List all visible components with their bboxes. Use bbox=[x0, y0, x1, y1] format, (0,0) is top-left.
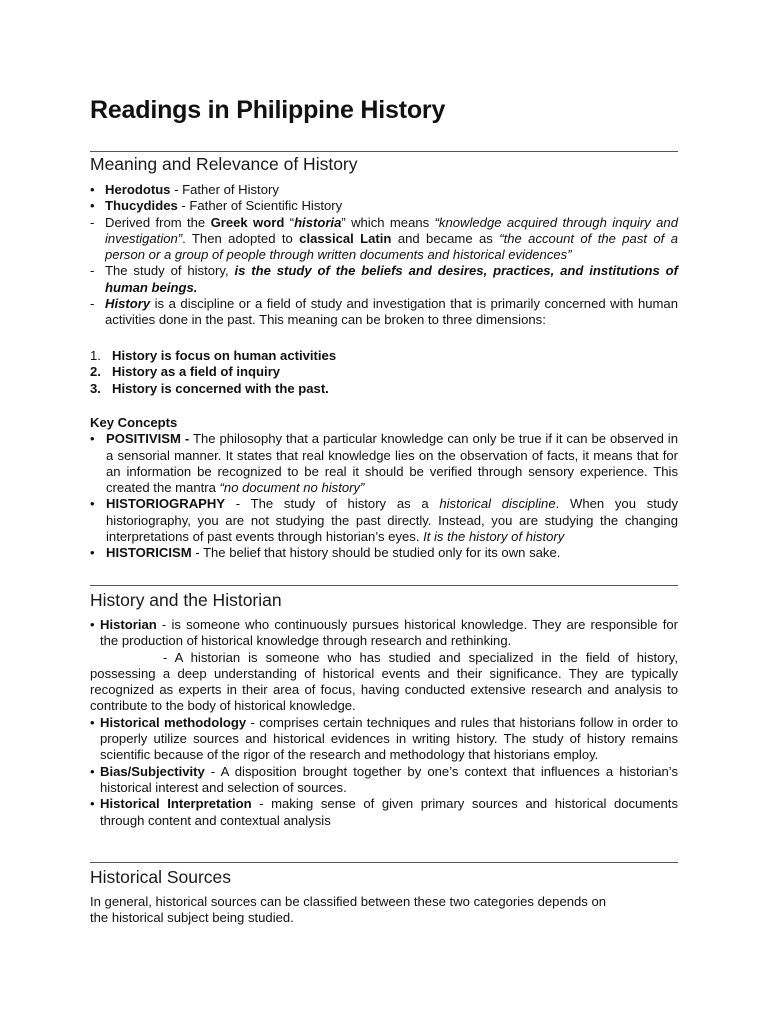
bullet-text: - Father of Scientific History bbox=[177, 198, 343, 214]
text-run: ” which means bbox=[341, 214, 435, 230]
item-interpretation bbox=[90, 796, 678, 829]
dimension-text: History as a field of inquiry bbox=[112, 364, 281, 380]
term-historian: Historian bbox=[100, 617, 157, 632]
text-run: . Then adopted to bbox=[182, 230, 300, 246]
emphasis-historia: historia bbox=[294, 214, 342, 230]
bullet-marker: • bbox=[90, 545, 95, 561]
text-run: The study of history, bbox=[105, 263, 235, 279]
historian-paragraph: - A historian is someone who has studied and specialized in the field of history, possessing a deep understanding of historical events and their significance. They are typically recognized as experts in their area of focus, having conducted extensive research and analysis to contribute to the body of historical knowledge. bbox=[90, 649, 678, 714]
dash-marker: - bbox=[90, 214, 95, 230]
item-methodology bbox=[90, 715, 678, 764]
dimension-item bbox=[90, 381, 678, 397]
dash-item-discipline bbox=[90, 296, 678, 329]
text-run: - making sense of given primary sources and historical documents through content and contextual analysis bbox=[100, 796, 678, 828]
term-historicism: HISTORICISM bbox=[106, 545, 192, 561]
item-bias bbox=[90, 764, 678, 797]
quote-account-of-past: “the account of the past of a person or a group of people through written documents and historical evidences” bbox=[105, 230, 678, 263]
numbered-dimensions bbox=[90, 348, 678, 397]
text-run: The philosophy that a particular knowledge can only be true if it can be observed in a sensorial manner. It states that real knowledge lies on the observation of facts, it means that for an information be recognized to be real it should be verified through sensory experience. This created the mantra bbox=[106, 431, 678, 496]
item-historian bbox=[90, 617, 678, 650]
bullet-marker: • bbox=[90, 182, 95, 197]
page-title: Readings in Philippine History bbox=[90, 96, 446, 124]
key-concepts-heading: Key Concepts bbox=[90, 415, 178, 430]
text-run: - The study of history as a bbox=[225, 496, 440, 512]
dimension-item bbox=[90, 348, 678, 364]
concept-positivism bbox=[90, 431, 678, 496]
term-historical-interpretation: Historical Interpretation bbox=[100, 796, 252, 812]
section-meaning-body bbox=[90, 182, 678, 329]
term-historical-methodology: Historical methodology bbox=[100, 714, 247, 730]
text-run: - comprises certain techniques and rules that historians follow in order to properly utilize sources and historical evidences in writing history. The study of history remains scientific because of the rigor of the research and methodology that historians employ. bbox=[100, 714, 678, 763]
bullet-herodotus bbox=[90, 182, 678, 198]
section-historian-body bbox=[90, 617, 678, 829]
concept-historicism bbox=[90, 545, 678, 561]
dimension-item bbox=[90, 364, 678, 380]
emphasis-historical-discipline: historical discipline bbox=[439, 496, 556, 512]
dash-marker: - bbox=[90, 263, 95, 279]
section-heading-meaning: Meaning and Relevance of History bbox=[90, 154, 358, 174]
section-divider bbox=[90, 585, 678, 586]
text-run: “ bbox=[284, 214, 295, 230]
text-run: and became as bbox=[391, 230, 500, 246]
sources-line: In general, historical sources can be classified between these two categories depends on bbox=[90, 894, 607, 909]
term-herodotus: Herodotus bbox=[105, 182, 171, 197]
text-run: . When you study historiography, you are not studying the past directly. Instead, you are studying the changing interpretations of past events through historian’s eyes. bbox=[106, 496, 678, 545]
number-marker: 3. bbox=[90, 380, 101, 396]
concept-historiography bbox=[90, 496, 678, 545]
section-heading-sources: Historical Sources bbox=[90, 867, 232, 887]
text-run: - The belief that history should be studied only for its own sake. bbox=[191, 545, 561, 561]
bullet-marker: • bbox=[90, 763, 95, 779]
emphasis-history: History bbox=[105, 296, 151, 312]
bullet-marker: • bbox=[90, 431, 95, 447]
sources-line: the historical subject being studied. bbox=[90, 910, 294, 926]
section-divider bbox=[90, 151, 678, 152]
section-divider bbox=[90, 862, 678, 863]
number-marker: 1. bbox=[90, 348, 101, 363]
term-positivism: POSITIVISM - bbox=[106, 431, 190, 447]
emphasis-study-definition: is the study of the beliefs and desires, practices, and institutions of human beings. bbox=[105, 263, 678, 295]
bullet-marker: • bbox=[90, 198, 95, 214]
dash-item-etymology bbox=[90, 215, 678, 264]
number-marker: 2. bbox=[90, 364, 101, 380]
section-heading-historian: History and the Historian bbox=[90, 590, 282, 610]
dash-item-study bbox=[90, 263, 678, 296]
emphasis-greek-word: Greek word bbox=[210, 214, 285, 230]
text-run: Derived from the bbox=[105, 214, 211, 230]
term-thucydides: Thucydides bbox=[105, 198, 178, 214]
emphasis-history-of-history: It is the history of history bbox=[423, 529, 565, 545]
key-concepts bbox=[90, 415, 678, 562]
dimension-text: History is focus on human activities bbox=[112, 348, 337, 363]
bullet-thucydides bbox=[90, 198, 678, 214]
section-sources-body bbox=[90, 894, 678, 927]
quote-mantra: “no document no history” bbox=[219, 480, 365, 496]
text-run: - is someone who continuously pursues historical knowledge. They are responsible for the production of historical knowledge through research and rethinking. bbox=[100, 617, 678, 649]
text-run: is a discipline or a field of study and investigation that is primarily concerned with human activities done in the past. This meaning can be broken to three dimensions: bbox=[105, 296, 678, 328]
dimension-text: History is concerned with the past. bbox=[112, 380, 329, 396]
dash-marker: - bbox=[90, 296, 95, 312]
quote-knowledge: “knowledge acquired through inquiry and investigation” bbox=[105, 214, 678, 246]
emphasis-classical-latin: classical Latin bbox=[299, 230, 392, 246]
term-historiography: HISTORIOGRAPHY bbox=[106, 496, 226, 512]
bullet-marker: • bbox=[90, 617, 95, 632]
bullet-marker: • bbox=[90, 496, 95, 512]
bullet-marker: • bbox=[90, 796, 95, 812]
bullet-text: - Father of History bbox=[170, 182, 279, 197]
term-bias-subjectivity: Bias/Subjectivity bbox=[100, 763, 205, 779]
text-run: - A disposition brought together by one’s context that influences a historian’s historical interest and selection of sources. bbox=[100, 763, 678, 795]
bullet-marker: • bbox=[90, 714, 95, 730]
